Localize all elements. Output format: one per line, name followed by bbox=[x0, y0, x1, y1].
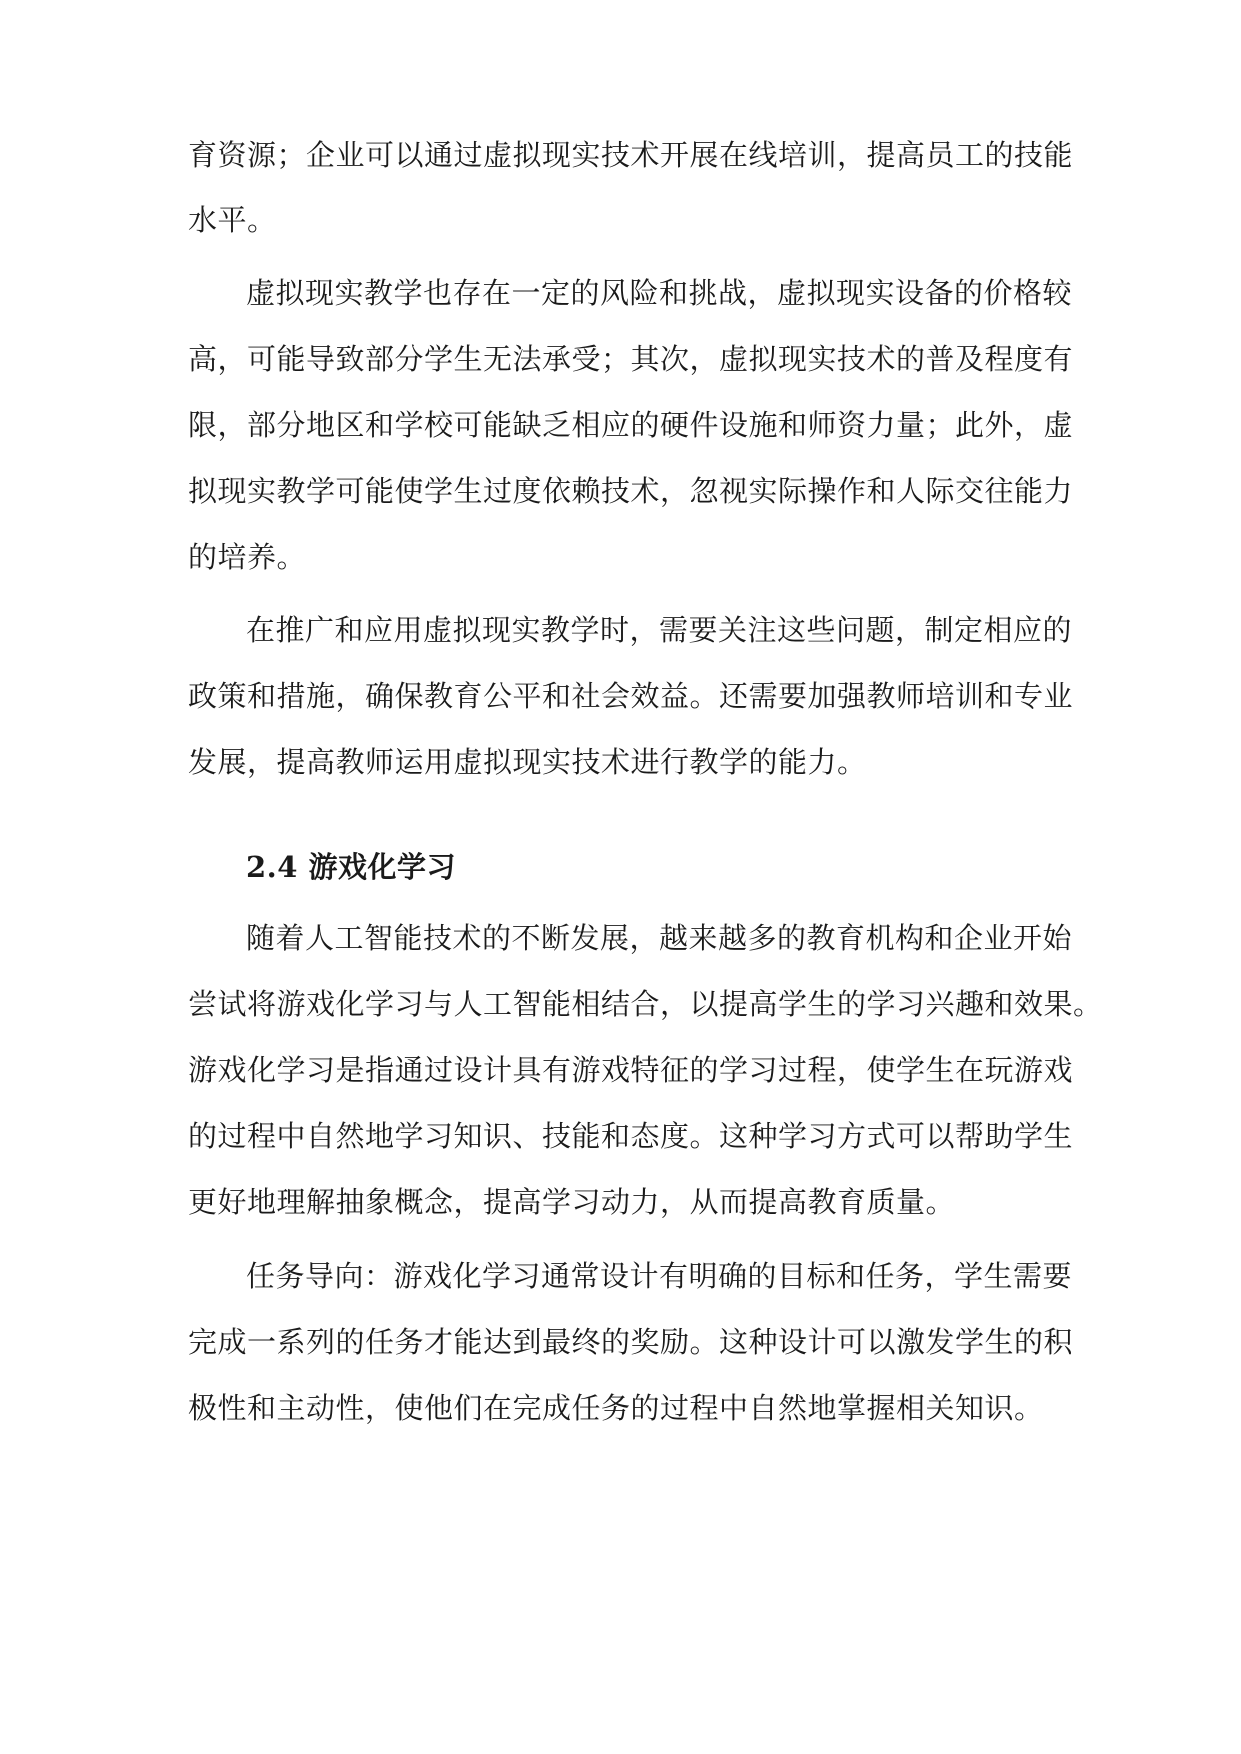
paragraph-line: 育资源；企业可以通过虚拟现实技术开展在线培训，提高员工的技能 bbox=[188, 138, 1074, 172]
paragraph-line: 的培养。 bbox=[188, 540, 307, 574]
paragraph-line: 水平。 bbox=[188, 203, 277, 237]
paragraph-line: 高，可能导致部分学生无法承受；其次，虚拟现实技术的普及程度有 bbox=[188, 342, 1074, 376]
paragraph-line: 随着人工智能技术的不断发展，越来越多的教育机构和企业开始 bbox=[246, 921, 1073, 955]
paragraph-line: 更好地理解抽象概念，提高学习动力，从而提高教育质量。 bbox=[188, 1185, 956, 1219]
paragraph-line: 限，部分地区和学校可能缺乏相应的硬件设施和师资力量；此外，虚 bbox=[188, 408, 1074, 442]
paragraph-line: 游戏化学习是指通过设计具有游戏特征的学习过程，使学生在玩游戏 bbox=[188, 1053, 1074, 1087]
paragraph-line: 任务导向：游戏化学习通常设计有明确的目标和任务，学生需要 bbox=[246, 1259, 1073, 1293]
paragraph-line: 的过程中自然地学习知识、技能和态度。这种学习方式可以帮助学生 bbox=[188, 1119, 1074, 1153]
paragraph-line: 政策和措施，确保教育公平和社会效益。还需要加强教师培训和专业 bbox=[188, 679, 1074, 713]
paragraph-line: 尝试将游戏化学习与人工智能相结合，以提高学生的学习兴趣和效果。 bbox=[188, 987, 1103, 1021]
paragraph-line: 在推广和应用虚拟现实教学时，需要关注这些问题，制定相应的 bbox=[246, 613, 1073, 647]
paragraph-line: 发展，提高教师运用虚拟现实技术进行教学的能力。 bbox=[188, 745, 867, 779]
paragraph-line: 虚拟现实教学也存在一定的风险和挑战，虚拟现实设备的价格较 bbox=[246, 276, 1073, 310]
paragraph-line: 完成一系列的任务才能达到最终的奖励。这种设计可以激发学生的积 bbox=[188, 1325, 1074, 1359]
paragraph-line: 拟现实教学可能使学生过度依赖技术，忽视实际操作和人际交往能力 bbox=[188, 474, 1074, 508]
section-heading: 2.4 游戏化学习 bbox=[246, 850, 457, 884]
paragraph-line: 极性和主动性，使他们在完成任务的过程中自然地掌握相关知识。 bbox=[188, 1391, 1044, 1425]
